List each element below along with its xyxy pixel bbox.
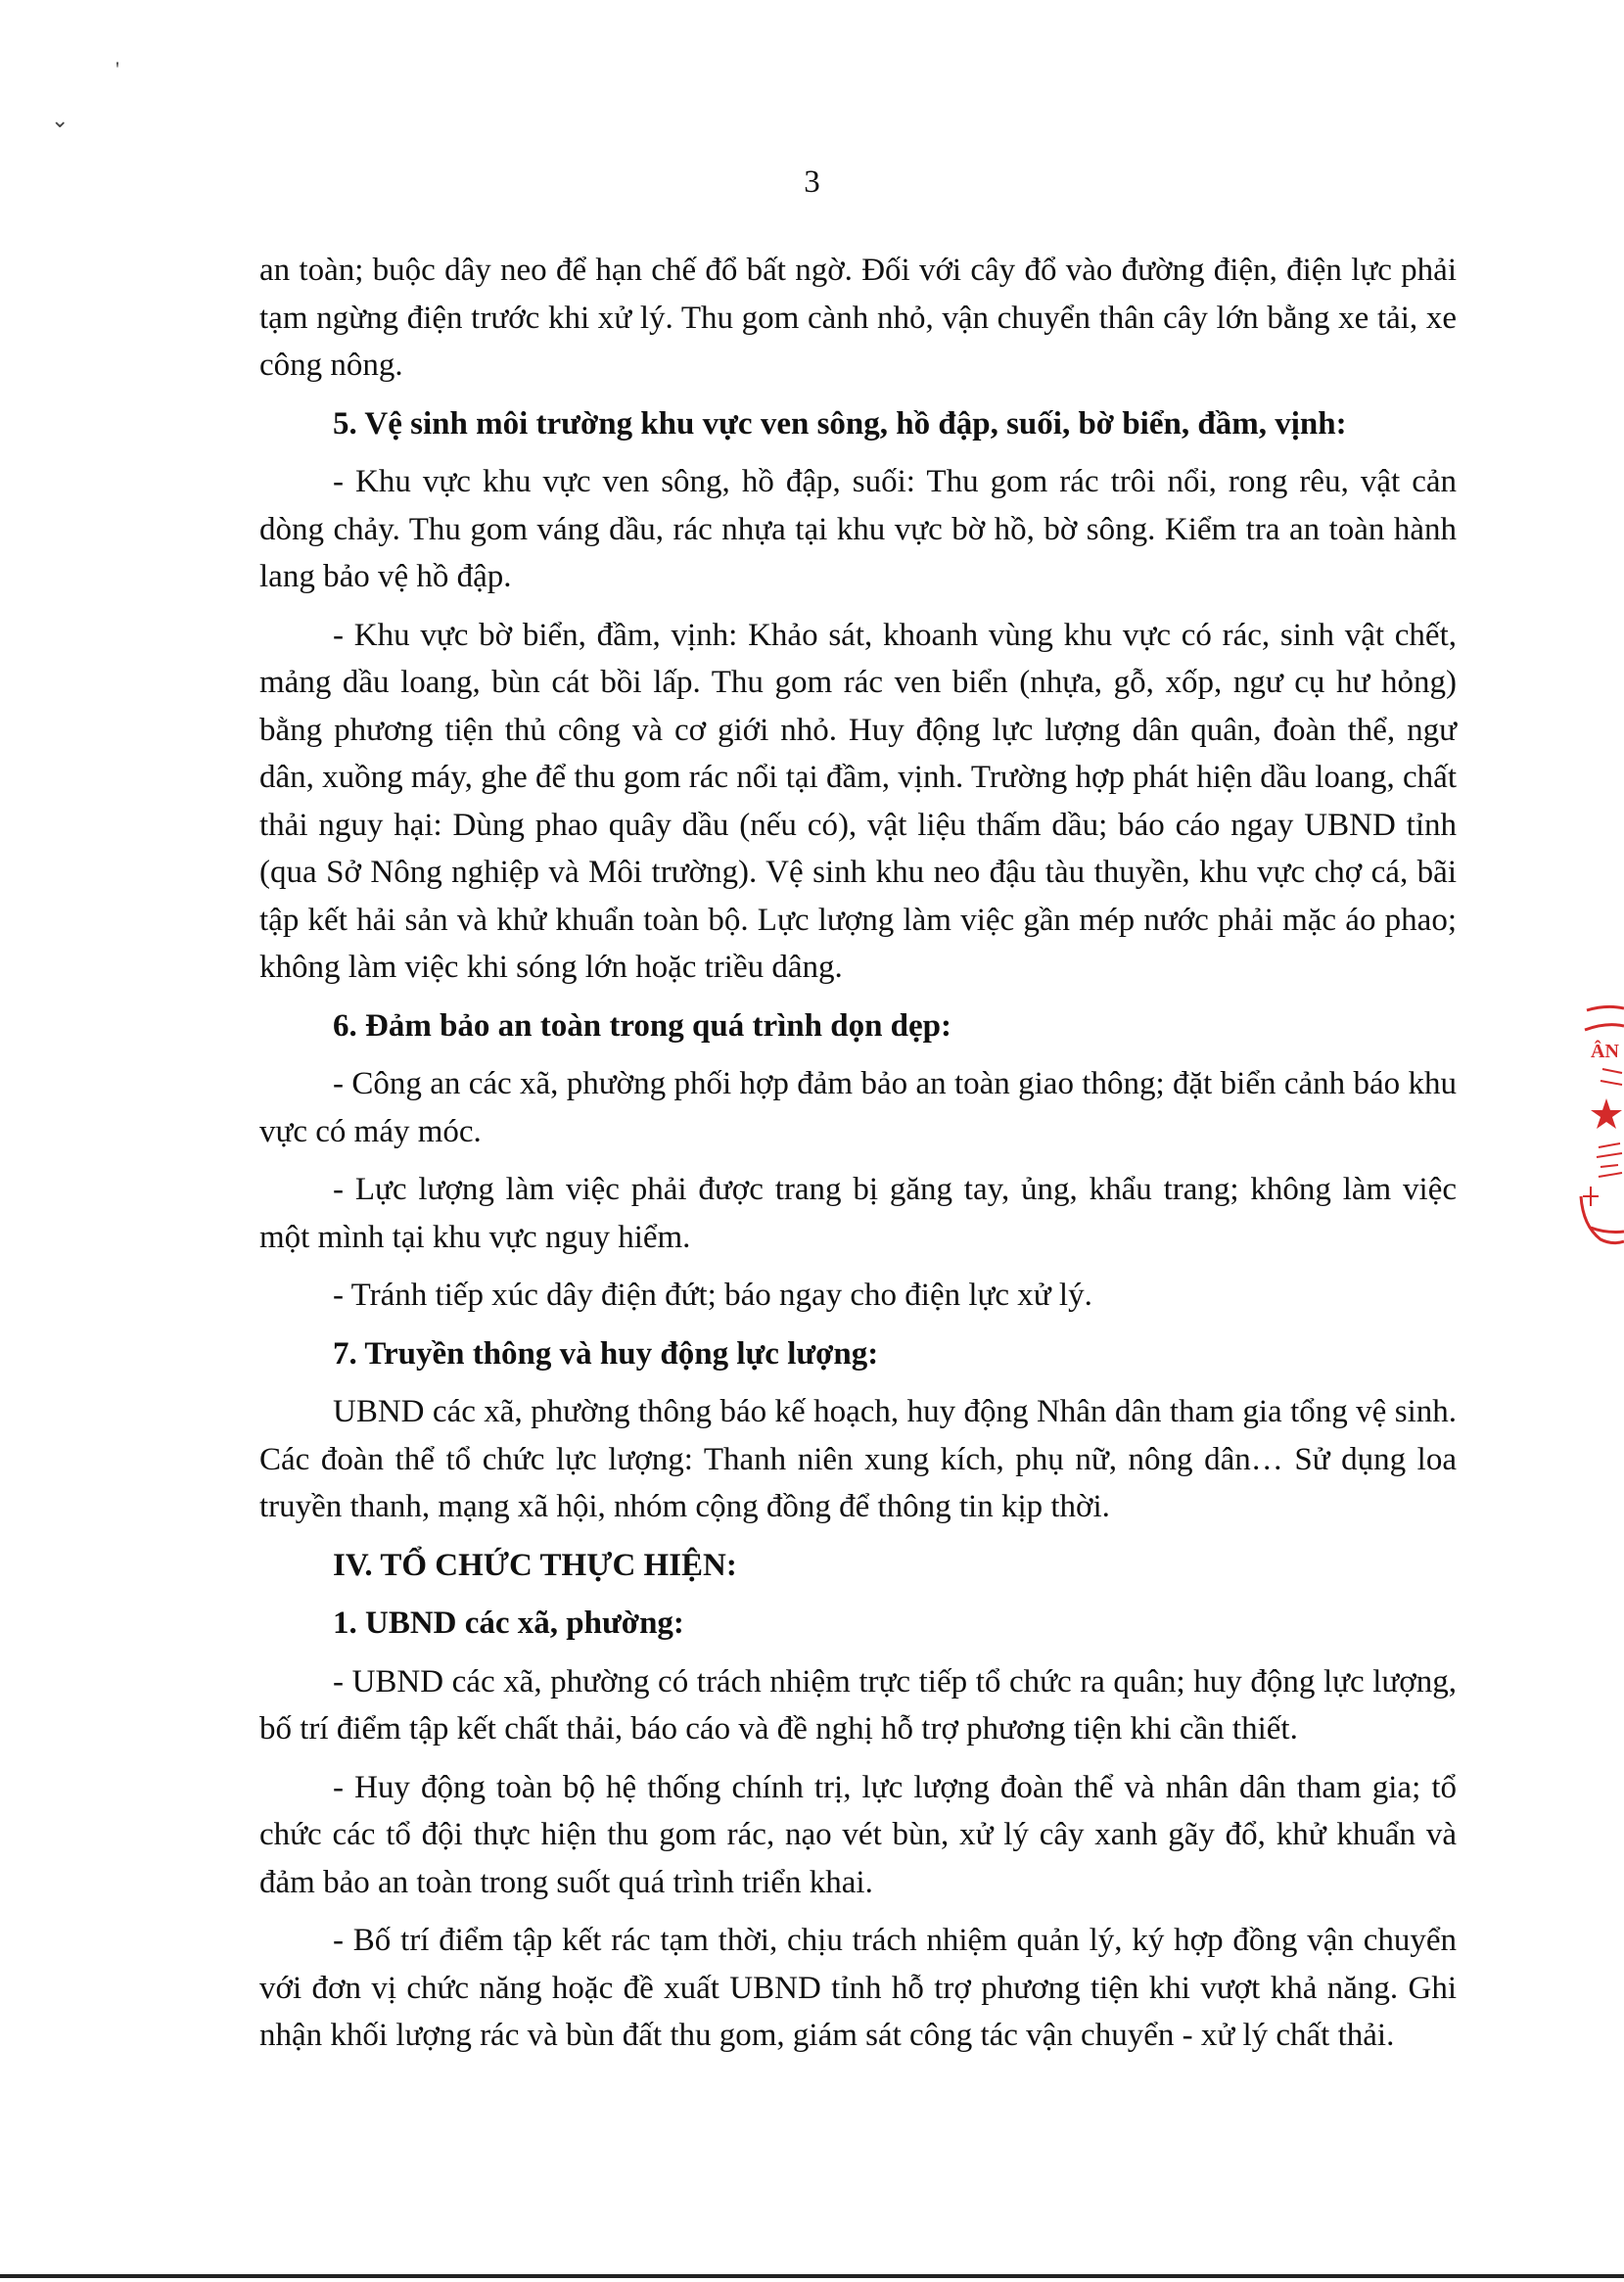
stamp-text: ÂN — [1591, 1041, 1619, 1062]
paragraph: UBND các xã, phường thông báo kế hoạch, huy động Nhân dân tham gia tổng vệ sinh. Các đoàn thể tổ chức lực lượng: Thanh niên xung kích, phụ nữ, nông dân… Sử dụng loa truyền thanh, mạng xã hội, nhóm cộng đồng để thông tin kịp thời. — [259, 1394, 1457, 1524]
section-heading: 6. Đảm bảo an toàn trong quá trình dọn dẹp: — [333, 1007, 952, 1044]
paragraph: an toàn; buộc dây neo để hạn chế đổ bất ngờ. Đối với cây đổ vào đường điện, điện lực phải tạm ngừng điện trước khi xử lý. Thu gom cành nhỏ, vận chuyển thân cây lớn bằng xe tải, xe công nông. — [259, 253, 1457, 383]
page-number: 3 — [804, 164, 820, 200]
star-icon — [1591, 1098, 1622, 1129]
paragraph: - Huy động toàn bộ hệ thống chính trị, lực lượng đoàn thể và nhân dân tham gia; tổ chức các tổ đội thực hiện thu gom rác, nạo vét bùn, xử lý cây xanh gãy đổ, khử khuẩn và đảm bảo an toàn trong suốt quá trình triển khai. — [259, 1769, 1457, 1900]
paragraph: - Khu vực bờ biển, đầm, vịnh: Khảo sát, khoanh vùng khu vực có rác, sinh vật chết, mảng dầu loang, bùn cát bồi lấp. Thu gom rác ven biển (nhựa, gỗ, xốp, ngư cụ hư hỏng) bằng phương tiện thủ công và cơ giới nhỏ. Huy động lực lượng dân quân, đoàn thể, ngư dân, xuồng máy, ghe để thu gom rác nổi tại đầm, vịnh. Trường hợp phát hiện dầu loang, chất thải nguy hại: Dùng phao quây dầu (nếu có), vật liệu thấm dầu; báo cáo ngay UBND tỉnh (qua Sở Nông nghiệp và Môi trường). Vệ sinh khu neo đậu tàu thuyền, khu vực chợ cá, bãi tập kết hải sản và khử khuẩn toàn bộ. Lực lượng làm việc gần mép nước phải mặc áo phao; không làm việc khi sóng lớn hoặc triều dâng. — [259, 617, 1457, 985]
paragraph: - Bố trí điểm tập kết rác tạm thời, chịu trách nhiệm quản lý, ký hợp đồng vận chuyển với đơn vị chức năng hoặc đề xuất UBND tỉnh hỗ trợ phương tiện khi vượt khả năng. Ghi nhận khối lượng rác và bùn đất thu gom, giám sát công tác vận chuyển - xử lý chất thải. — [259, 1923, 1457, 2053]
scan-mark-top: ' — [116, 57, 119, 81]
paragraph: - Công an các xã, phường phối hợp đảm bảo an toàn giao thông; đặt biển cảnh báo khu vực có máy móc. — [259, 1066, 1457, 1149]
section-heading: 7. Truyền thông và huy động lực lượng: — [333, 1335, 879, 1372]
paragraph: - Khu vực khu vực ven sông, hồ đập, suối: Thu gom rác trôi nổi, rong rêu, vật cản dòng chảy. Thu gom váng dầu, rác nhựa tại khu vực bờ hồ, bờ sông. Kiểm tra an toàn hành lang bảo vệ hồ đập. — [259, 464, 1457, 594]
paragraph: - UBND các xã, phường có trách nhiệm trực tiếp tổ chức ra quân; huy động lực lượng, bố trí điểm tập kết chất thải, báo cáo và đề nghị hỗ trợ phương tiện khi cần thiết. — [259, 1663, 1457, 1746]
red-seal-stamp — [1577, 1001, 1624, 1251]
paragraph: - Lực lượng làm việc phải được trang bị găng tay, ủng, khẩu trang; không làm việc một mình tại khu vực nguy hiểm. — [259, 1172, 1457, 1255]
section-heading: 5. Vệ sinh môi trường khu vực ven sông, hồ đập, suối, bờ biển, đầm, vịnh: — [333, 405, 1347, 442]
scan-mark-left: ⌄ — [51, 108, 70, 132]
page-bottom-border — [0, 2274, 1624, 2278]
section-heading: IV. TỔ CHỨC THỰC HIỆN: — [333, 1547, 737, 1583]
document-body — [259, 247, 1457, 2071]
paragraph: - Tránh tiếp xúc dây điện đứt; báo ngay cho điện lực xử lý. — [333, 1278, 1092, 1313]
section-heading: 1. UBND các xã, phường: — [333, 1606, 684, 1641]
